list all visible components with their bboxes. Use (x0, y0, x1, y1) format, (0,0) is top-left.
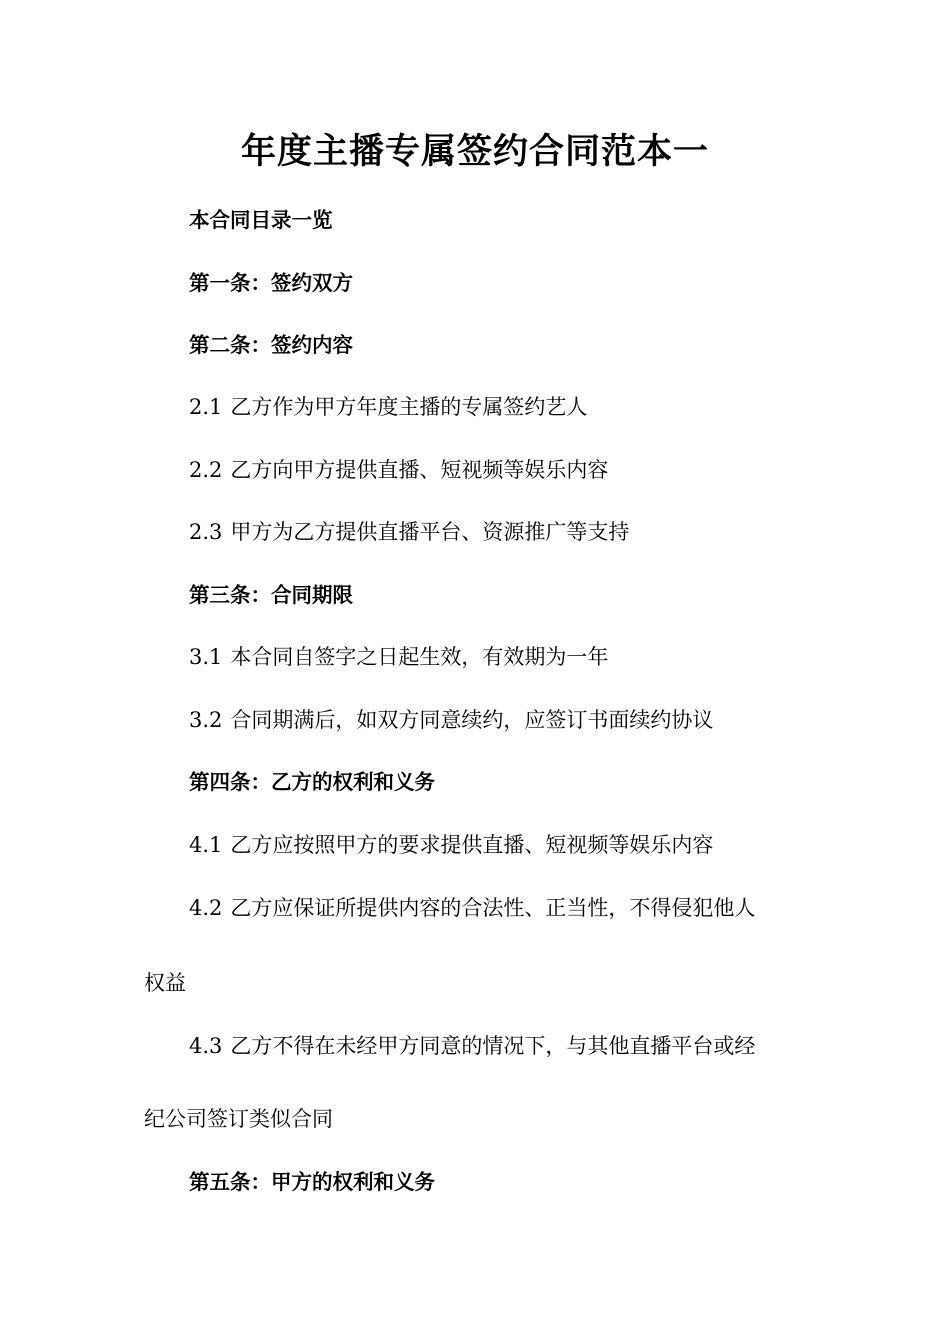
article-1-heading: 第一条：签约双方 (189, 271, 353, 295)
clause-text: 合同期满后，如双方同意续约，应签订书面续约协议 (230, 708, 714, 732)
clause-text: 本合同自签字之日起生效，有效期为一年 (230, 645, 609, 669)
clause-number: 4.2 (189, 896, 223, 920)
clause-text: 甲方为乙方提供直播平台、资源推广等支持 (230, 520, 630, 544)
document-title: 年度主播专属签约合同范本一 (240, 132, 709, 172)
clause-3-1 (189, 643, 608, 671)
clause-text: 乙方应保证所提供内容的合法性、正当性，不得侵犯他人 (230, 896, 756, 920)
clause-number: 2.3 (189, 520, 223, 544)
article-2-heading: 第二条：签约内容 (189, 333, 353, 357)
clause-4-3-continuation: 纪公司签订类似合同 (144, 1107, 333, 1131)
clause-4-2-continuation: 权益 (144, 971, 186, 995)
clause-number: 4.3 (189, 1034, 223, 1058)
clause-4-1 (189, 831, 713, 859)
clause-text: 乙方不得在未经甲方同意的情况下，与其他直播平台或经 (230, 1034, 756, 1058)
clause-2-2 (189, 456, 608, 484)
clause-number: 2.2 (189, 458, 223, 482)
clause-number: 4.1 (189, 833, 223, 857)
article-3-heading: 第三条：合同期限 (189, 583, 353, 607)
clause-2-3 (189, 518, 629, 546)
clause-text: 乙方应按照甲方的要求提供直播、短视频等娱乐内容 (230, 833, 714, 857)
clause-2-1 (189, 393, 587, 421)
clause-text: 乙方作为甲方年度主播的专属签约艺人 (230, 395, 588, 419)
clause-4-2 (189, 894, 755, 922)
clause-4-3 (189, 1032, 755, 1060)
clause-number: 2.1 (189, 395, 223, 419)
clause-number: 3.2 (189, 708, 223, 732)
clause-text: 乙方向甲方提供直播、短视频等娱乐内容 (230, 458, 609, 482)
article-4-heading: 第四条：乙方的权利和义务 (189, 770, 435, 794)
toc-heading: 本合同目录一览 (189, 208, 333, 232)
clause-number: 3.1 (189, 645, 223, 669)
clause-3-2 (189, 706, 713, 734)
article-5-heading: 第五条：甲方的权利和义务 (189, 1170, 435, 1194)
